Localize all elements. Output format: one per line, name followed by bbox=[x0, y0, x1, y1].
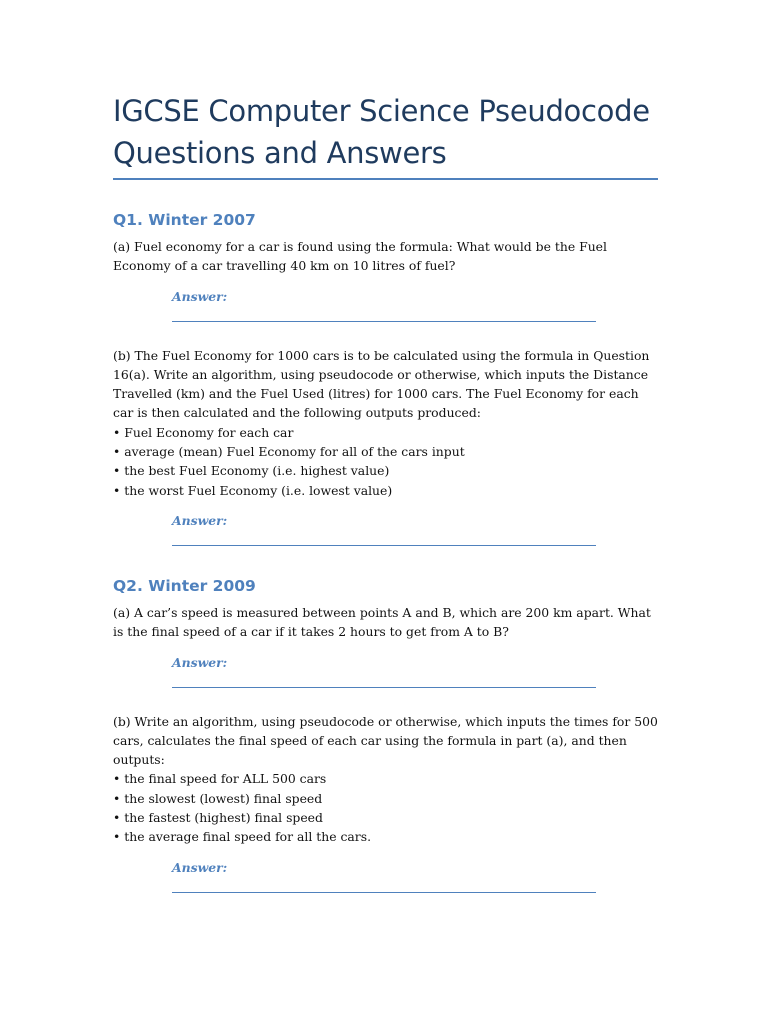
title-line-1: IGCSE Computer Science Pseudocode bbox=[113, 94, 650, 128]
answer-label: Answer: bbox=[172, 288, 228, 304]
answer-label: Answer: bbox=[172, 859, 228, 875]
answer-line[interactable] bbox=[172, 321, 596, 322]
title-line-2: Questions and Answers bbox=[113, 136, 447, 170]
answer-label: Answer: bbox=[172, 654, 228, 670]
answer-line[interactable] bbox=[172, 687, 596, 688]
question-2-heading: Q2. Winter 2009 bbox=[113, 576, 256, 595]
answer-block-q2a bbox=[172, 654, 596, 688]
document-title bbox=[113, 90, 658, 180]
bullet-item: • average (mean) Fuel Economy for all of the cars input bbox=[113, 444, 465, 460]
question-1-bullet-list bbox=[113, 423, 658, 500]
question-2-part-b: (b) Write an algorithm, using pseudocode or otherwise, which inputs the times for 500 cars, calculates the final speed of each car using the formula in part (a), and then outputs: bbox=[113, 713, 658, 768]
answer-block-q2b bbox=[172, 859, 596, 893]
bullet-item: • the slowest (lowest) final speed bbox=[113, 790, 323, 806]
bullet-item: • the fastest (highest) final speed bbox=[113, 810, 323, 826]
answer-line[interactable] bbox=[172, 545, 596, 546]
question-1-part-a: (a) Fuel economy for a car is found using the formula: What would be the Fuel Economy of a car travelling 40 km on 10 litres of fuel? bbox=[113, 239, 607, 274]
bullet-item: • the final speed for ALL 500 cars bbox=[113, 771, 327, 787]
question-1-part-b: (b) The Fuel Economy for 1000 cars is to be calculated using the formula in Question 16(a). Write an algorithm, using pseudocode or otherwise, which inputs the Distance Travelled (km) and the Fuel Used (litres) for 1000 cars. The Fuel Economy for each car is then calculated and the following outputs produced: bbox=[113, 347, 650, 421]
document-page bbox=[113, 90, 658, 917]
question-2-bullet-list bbox=[113, 769, 658, 846]
answer-block-q1b bbox=[172, 512, 596, 546]
question-1-heading: Q1. Winter 2007 bbox=[113, 211, 256, 229]
question-2 bbox=[113, 576, 658, 893]
bullet-item: • the best Fuel Economy (i.e. highest value) bbox=[113, 463, 390, 479]
answer-label: Answer: bbox=[172, 512, 228, 528]
answer-block-q1a bbox=[172, 288, 596, 322]
bullet-item: • the worst Fuel Economy (i.e. lowest value) bbox=[113, 482, 393, 498]
bullet-item: • Fuel Economy for each car bbox=[113, 424, 294, 440]
question-2-part-a: (a) A car’s speed is measured between points A and B, which are 200 km apart. What is the final speed of a car if it takes 2 hours to get from A to B? bbox=[113, 604, 651, 640]
question-1 bbox=[113, 210, 658, 546]
bullet-item: • the average final speed for all the cars. bbox=[113, 829, 372, 845]
answer-line[interactable] bbox=[172, 892, 596, 893]
